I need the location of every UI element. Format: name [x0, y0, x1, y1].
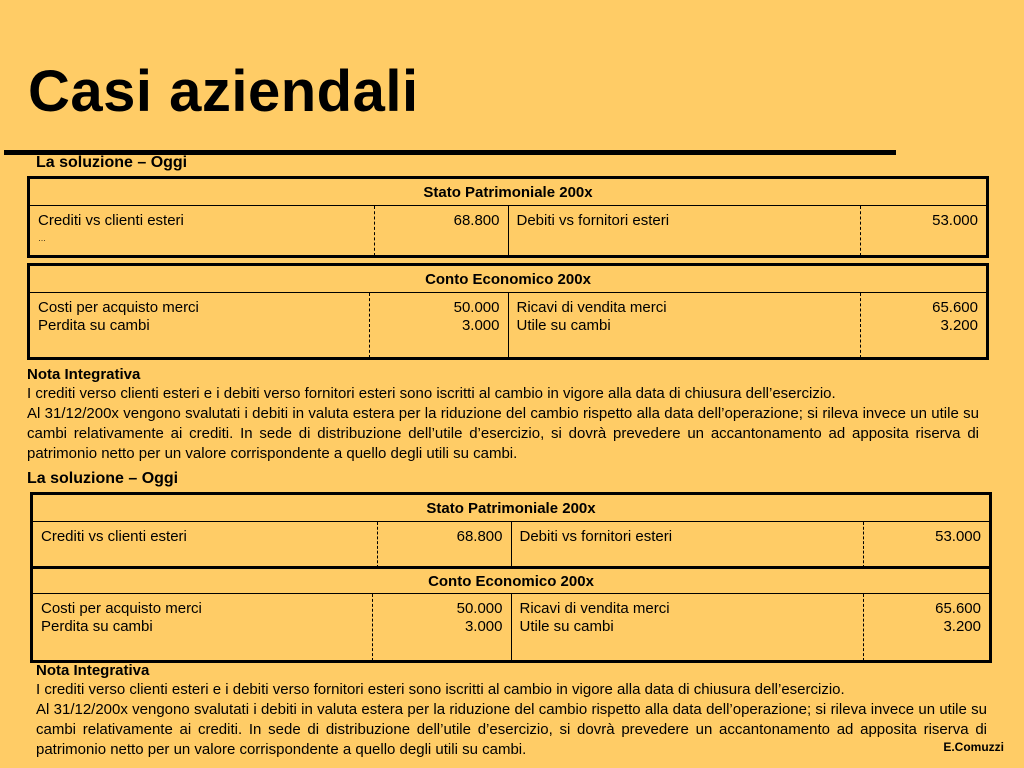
section1-stato-patrimoniale-table: [27, 176, 989, 258]
stato-left-extra: …: [38, 234, 46, 243]
stato-left-label: Crediti vs clienti esteri: [38, 212, 184, 229]
stato-left-cell: [33, 522, 377, 568]
stato-left-cell: [30, 206, 374, 256]
conto-right-values-cell: [863, 594, 989, 661]
conto-left-value: 3.000: [464, 618, 503, 635]
conto-left-label: Perdita su cambi: [38, 317, 150, 334]
stato-right-label: Debiti vs fornitori esteri: [516, 212, 670, 229]
conto-right-label: Ricavi di vendita merci: [519, 600, 670, 617]
conto-right-values-cell: [860, 293, 986, 358]
conto-right-value: 65.600: [935, 600, 981, 617]
conto-left-values-cell: [372, 594, 511, 661]
stato-right-value-cell: [860, 206, 986, 256]
conto-left-label: Costi per acquisto merci: [41, 600, 202, 617]
conto-right-label: Utile su cambi: [516, 317, 611, 334]
conto-left-values-cell: [369, 293, 508, 358]
conto-right-value: 65.600: [932, 299, 978, 316]
nota-line1: I crediti verso clienti esteri e i debiti verso fornitori esteri sono iscritti al cambio in vigore alla data di chiusura dell’esercizio.: [36, 681, 845, 698]
conto-right-label: Utile su cambi: [519, 618, 614, 635]
conto-header: Conto Economico 200x: [33, 569, 989, 594]
section2-stato-patrimoniale-table: [30, 492, 992, 570]
conto-left-label: Perdita su cambi: [41, 618, 153, 635]
author-credit: E.Comuzzi: [943, 740, 1004, 754]
stato-right-label: Debiti vs fornitori esteri: [519, 528, 673, 545]
nota-line2: Al 31/12/200x vengono svalutati i debiti in valuta estera per la riduzione del cambio rispetto alla data dell’operazione; si rileva invece un utile su cambi relativamente ai crediti. In sede di distribuzione dell’utile d’esercizio, si dovrà prevedere un accantonamento ad apposita riserva di patrimonio netto per un valore corrispondente a quello degli utili su cambi.: [27, 405, 979, 462]
nota-line1: I crediti verso clienti esteri e i debiti verso fornitori esteri sono iscritti al cambio in vigore alla data di chiusura dell’esercizio.: [27, 385, 836, 402]
nota-title: Nota Integrativa: [36, 662, 150, 679]
nota-line2: Al 31/12/200x vengono svalutati i debiti in valuta estera per la riduzione del cambio rispetto alla data dell’operazione; si rileva invece un utile su cambi relativamente ai crediti. In sede di distribuzione dell’utile d’esercizio, si dovrà prevedere un accantonamento ad apposita riserva di patrimonio netto per un valore corrispondente a quello degli utili su cambi.: [36, 701, 987, 758]
section2-heading: La soluzione – Oggi: [27, 470, 179, 487]
stato-right-value-cell: [863, 522, 989, 568]
stato-left-value: 68.800: [456, 528, 503, 545]
section1-conto-economico-table: [27, 263, 989, 360]
stato-right-cell: [508, 206, 860, 256]
stato-left-value-cell: [374, 206, 508, 256]
nota-title: Nota Integrativa: [27, 366, 141, 383]
conto-right-cell: [508, 293, 860, 358]
section1-heading: La soluzione – Oggi: [36, 154, 188, 171]
stato-right-value: 53.000: [935, 528, 981, 545]
stato-left-label: Crediti vs clienti esteri: [41, 528, 187, 545]
conto-right-value: 3.200: [943, 618, 981, 635]
section2-conto-economico-table: [30, 566, 992, 663]
conto-right-cell: [511, 594, 863, 661]
page-title: Casi aziendali: [28, 59, 419, 124]
conto-left-value: 50.000: [456, 600, 503, 617]
conto-left-value: 50.000: [453, 299, 500, 316]
conto-right-value: 3.200: [940, 317, 978, 334]
conto-left-cell: [30, 293, 369, 358]
stato-left-value-cell: [377, 522, 511, 568]
section2-nota-integrativa: [36, 662, 987, 760]
conto-left-label: Costi per acquisto merci: [38, 299, 199, 316]
section1-nota-integrativa: [27, 366, 979, 464]
stato-header: Stato Patrimoniale 200x: [30, 179, 986, 206]
conto-left-value: 3.000: [461, 317, 500, 334]
conto-right-label: Ricavi di vendita merci: [516, 299, 667, 316]
conto-header: Conto Economico 200x: [30, 266, 986, 293]
stato-header: Stato Patrimoniale 200x: [33, 495, 989, 522]
stato-left-value: 68.800: [453, 212, 500, 229]
conto-left-cell: [33, 594, 372, 661]
stato-right-cell: [511, 522, 863, 568]
stato-right-value: 53.000: [932, 212, 978, 229]
